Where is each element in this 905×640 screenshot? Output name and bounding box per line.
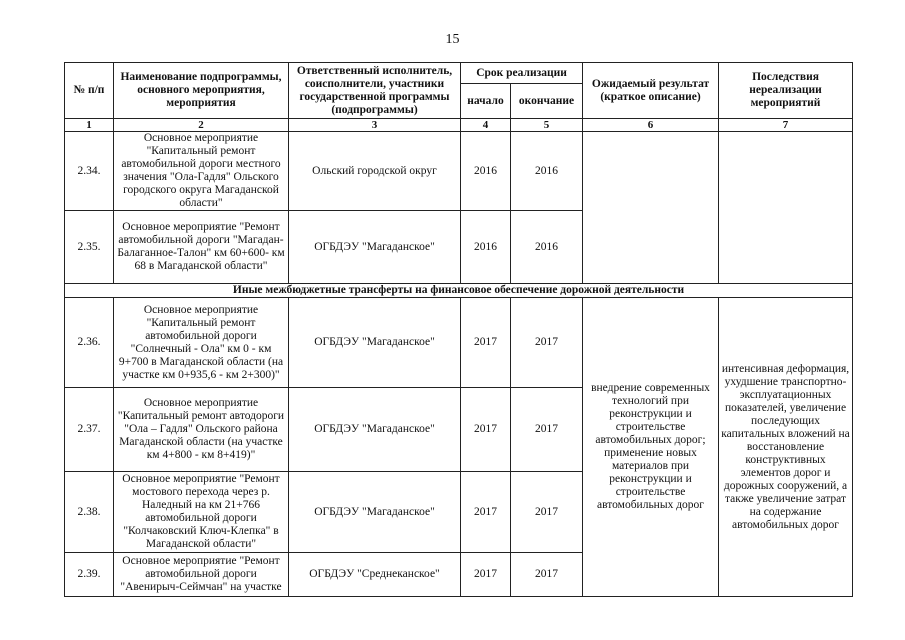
row-number: 2.38. [65,472,114,553]
row-number: 2.34. [65,132,114,211]
table-row [65,298,853,388]
executor: ОГБДЭУ "Магаданское" [289,472,461,553]
header-row-1 [65,63,853,84]
column-number: 7 [719,119,853,132]
start-year: 2016 [461,211,511,284]
executor: ОГБДЭУ "Магаданское" [289,211,461,284]
start-year: 2017 [461,388,511,472]
section-row [65,284,853,298]
start-year: 2017 [461,298,511,388]
end-year: 2016 [511,211,583,284]
start-year: 2016 [461,132,511,211]
row-number: 2.39. [65,553,114,597]
header-name: Наименование подпрограммы, основного мероприятия, мероприятия [114,63,289,119]
start-year: 2017 [461,553,511,597]
activity-name: Основное мероприятие "Капитальный ремонт автомобильной дороги "Солнечный - Ола" км 0 - км 9+700 в Магаданской области (на участке км 0+935,6 - км 2+300)" [114,298,289,388]
section-title: Иные межбюджетные трансферты на финансовое обеспечение дорожной деятельности [65,284,853,298]
start-year: 2017 [461,472,511,553]
end-year: 2016 [511,132,583,211]
activity-name: Основное мероприятие "Капитальный ремонт автодороги "Ола – Гадля" Ольского района Магаданской области (на участке км 4+800 - км 8+419)" [114,388,289,472]
executor: ОГБДЭУ "Магаданское" [289,298,461,388]
header-period: Срок реализации [461,63,583,84]
end-year: 2017 [511,298,583,388]
executor: Ольский городской округ [289,132,461,211]
column-number: 5 [511,119,583,132]
header-num: № п/п [65,63,114,119]
end-year: 2017 [511,472,583,553]
consequences: интенсивная деформация, ухудшение транспортно-эксплуатационных показателей, увеличение последующих капитальных вложений на восстановление конструктивных элементов дорог и дорожных сооружений, а также увеличение затрат на содержание автомобильных дорог [719,298,853,597]
column-number: 3 [289,119,461,132]
activity-name: Основное мероприятие "Ремонт автомобильной дороги "Авенирыч-Сеймчан" на участке [114,553,289,597]
end-year: 2017 [511,553,583,597]
page-number: 15 [445,32,460,47]
consequences-empty [719,132,853,284]
column-number: 4 [461,119,511,132]
row-number: 2.35. [65,211,114,284]
column-number-row [65,119,853,132]
header-consequences: Последствия нереализации мероприятий [719,63,853,119]
end-year: 2017 [511,388,583,472]
program-table [64,62,853,597]
header-end: окончание [511,84,583,119]
header-start: начало [461,84,511,119]
header-executor: Ответственный исполнитель, соисполнители, участники государственной программы (подпрограммы) [289,63,461,119]
executor: ОГБДЭУ "Магаданское" [289,388,461,472]
column-number: 6 [583,119,719,132]
expected-result-empty [583,132,719,284]
column-number: 1 [65,119,114,132]
executor: ОГБДЭУ "Среднеканское" [289,553,461,597]
column-number: 2 [114,119,289,132]
row-number: 2.37. [65,388,114,472]
activity-name: Основное мероприятие "Ремонт мостового перехода через р. Наледный на км 21+766 автомобильной дороги "Колчаковский Ключ-Клепка" в Магаданской области" [114,472,289,553]
row-number: 2.36. [65,298,114,388]
table-row [65,132,853,211]
header-result: Ожидаемый результат (краткое описание) [583,63,719,119]
activity-name: Основное мероприятие "Капитальный ремонт автомобильной дороги местного значения "Ола-Гадля" Ольского городского округа Магаданской области" [114,132,289,211]
expected-result: внедрение современных технологий при реконструкции и строительстве автомобильных дорог; применение новых материалов при реконструкции и строительстве автомобильных дорог [583,298,719,597]
activity-name: Основное мероприятие "Ремонт автомобильной дороги "Магадан-Балаганное-Талон" км 60+600- км 68 в Магаданской области" [114,211,289,284]
